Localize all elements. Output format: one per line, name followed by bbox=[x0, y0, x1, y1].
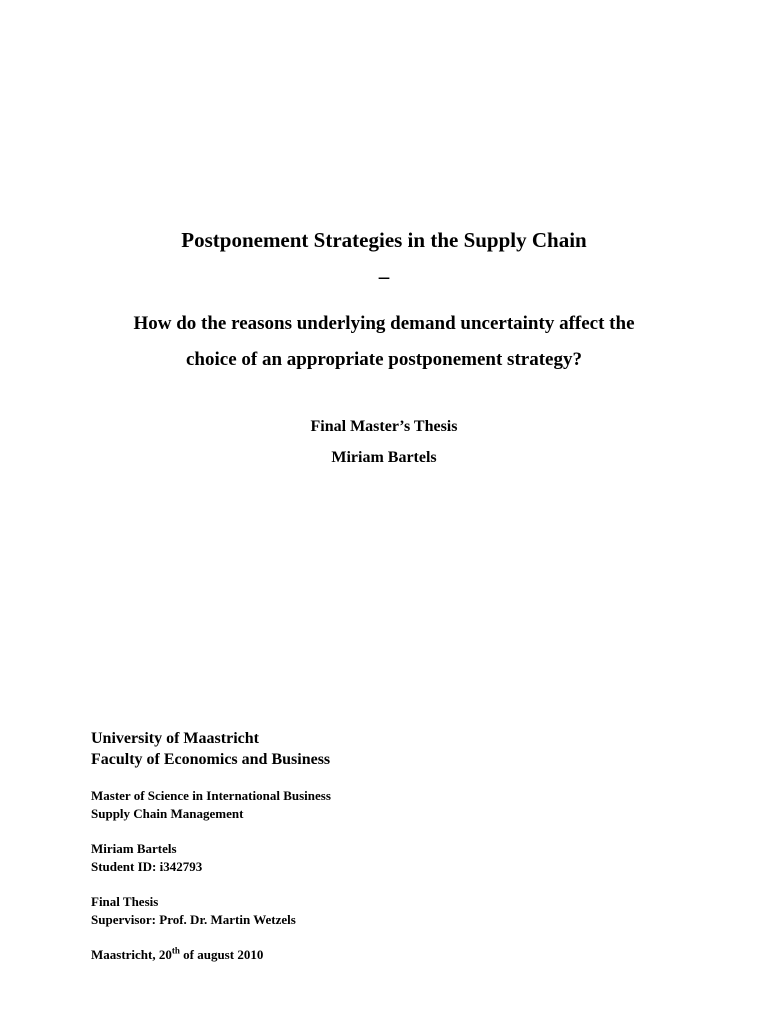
place-date-prefix: Maastricht, 20 bbox=[91, 947, 172, 962]
student-id: Student ID: i342793 bbox=[91, 859, 203, 874]
author-name: Miriam Bartels bbox=[331, 449, 437, 466]
date-ordinal-suffix: th bbox=[171, 945, 180, 956]
supervisor: Supervisor: Prof. Dr. Martin Wetzels bbox=[91, 912, 296, 927]
research-question-line-2: choice of an appropriate postponement strategy? bbox=[186, 349, 582, 370]
thesis-title: Postponement Strategies in the Supply Chain bbox=[181, 228, 587, 252]
faculty-name: Faculty of Economics and Business bbox=[91, 751, 331, 768]
research-question bbox=[0, 306, 768, 378]
university-name: University of Maastricht bbox=[91, 730, 259, 747]
thesis-type: Final Master’s Thesis bbox=[310, 418, 458, 435]
research-question-line-1: How do the reasons underlying demand uncertainty affect the bbox=[133, 313, 635, 334]
specialization: Supply Chain Management bbox=[91, 806, 244, 821]
thesis-label: Final Thesis bbox=[91, 894, 159, 909]
place-date-suffix: of august 2010 bbox=[179, 947, 264, 962]
place-and-date bbox=[91, 946, 263, 964]
student-name: Miriam Bartels bbox=[91, 841, 177, 856]
degree-program: Master of Science in International Business bbox=[91, 788, 331, 803]
title-separator-dash: – bbox=[378, 264, 390, 288]
